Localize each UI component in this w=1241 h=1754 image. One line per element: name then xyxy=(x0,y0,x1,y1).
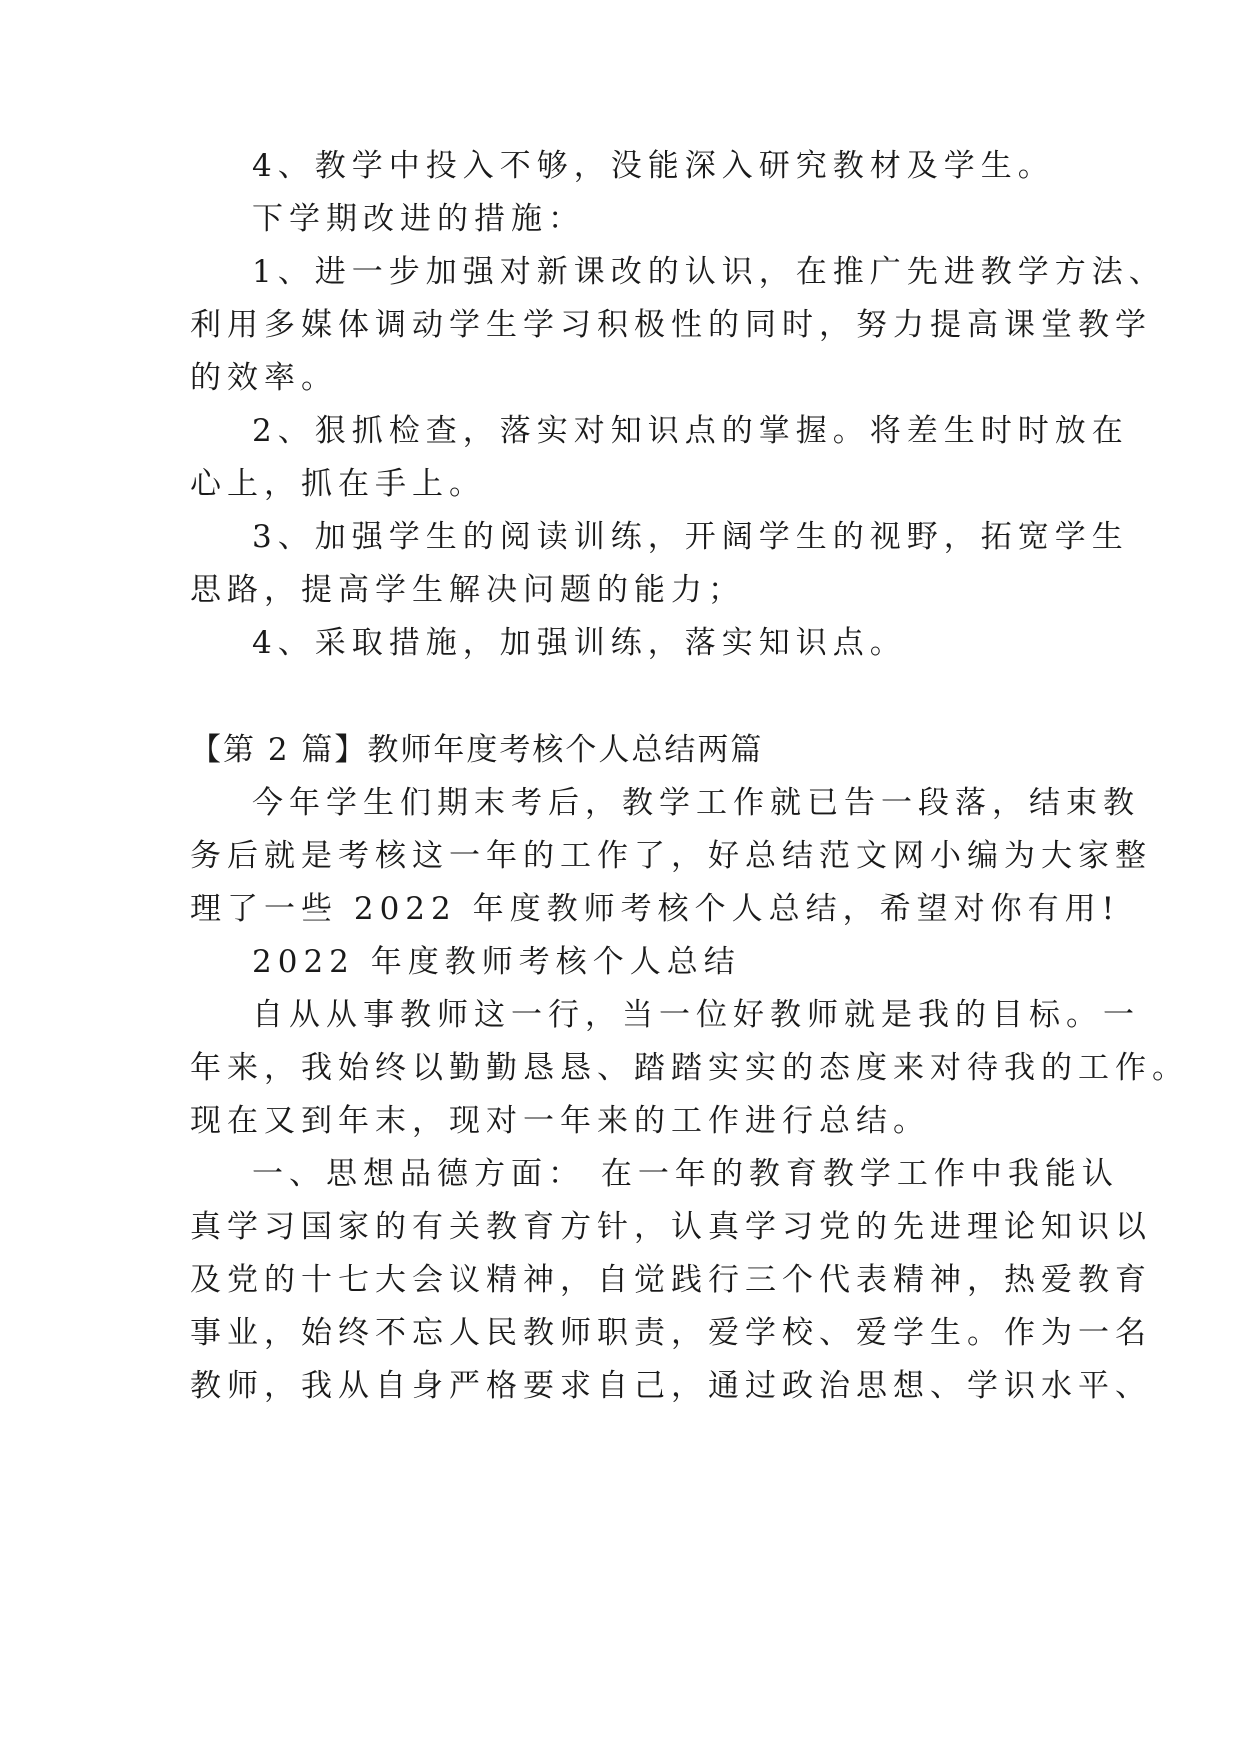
text-line: 1、进一步加强对新课改的认识，在推广先进教学方法、 xyxy=(252,254,1166,290)
text-line: 年来，我始终以勤勤恳恳、踏踏实实的态度来对待我的工作。 xyxy=(190,1050,1189,1086)
text-line: 真学习国家的有关教育方针，认真学习党的先进理论知识以 xyxy=(190,1209,1152,1245)
text-line: 现在又到年末，现对一年来的工作进行总结。 xyxy=(190,1103,930,1139)
text-line: 事业，始终不忘人民教师职责，爱学校、爱学生。作为一名 xyxy=(190,1315,1152,1351)
text-line: 的效率。 xyxy=(190,360,338,396)
text-line: 思路，提高学生解决问题的能力； xyxy=(190,572,745,608)
text-line: 利用多媒体调动学生学习积极性的同时，努力提高课堂教学 xyxy=(190,307,1152,343)
text-line: 及党的十七大会议精神，自觉践行三个代表精神，热爱教育 xyxy=(190,1262,1152,1298)
text-line: 4、采取措施，加强训练，落实知识点。 xyxy=(252,625,907,661)
text-line: 心上，抓在手上。 xyxy=(190,466,486,502)
text-line: 教师，我从自身严格要求自己，通过政治思想、学识水平、 xyxy=(190,1368,1152,1404)
text-line: 今年学生们期末考后，教学工作就已告一段落，结束教 xyxy=(252,785,1140,821)
text-line: 务后就是考核这一年的工作了，好总结范文网小编为大家整 xyxy=(190,838,1152,874)
subtitle-line: 2022 年度教师考核个人总结 xyxy=(252,944,741,980)
text-line: 3、加强学生的阅读训练，开阔学生的视野，拓宽学生 xyxy=(252,519,1129,555)
text-line: 下学期改进的措施： xyxy=(252,201,585,237)
section-heading: 【第 2 篇】教师年度考核个人总结两篇 xyxy=(190,732,764,768)
text-line: 一、思想品德方面： 在一年的教育教学工作中我能认 xyxy=(252,1156,1119,1192)
text-line: 理了一些 2022 年度教师考核个人总结，希望对你有用! xyxy=(190,891,1121,927)
text-line: 自从从事教师这一行，当一位好教师就是我的目标。一 xyxy=(252,997,1140,1033)
text-line: 2、狠抓检查，落实对知识点的掌握。将差生时时放在 xyxy=(252,413,1129,449)
text-line: 4、教学中投入不够，没能深入研究教材及学生。 xyxy=(252,148,1055,184)
